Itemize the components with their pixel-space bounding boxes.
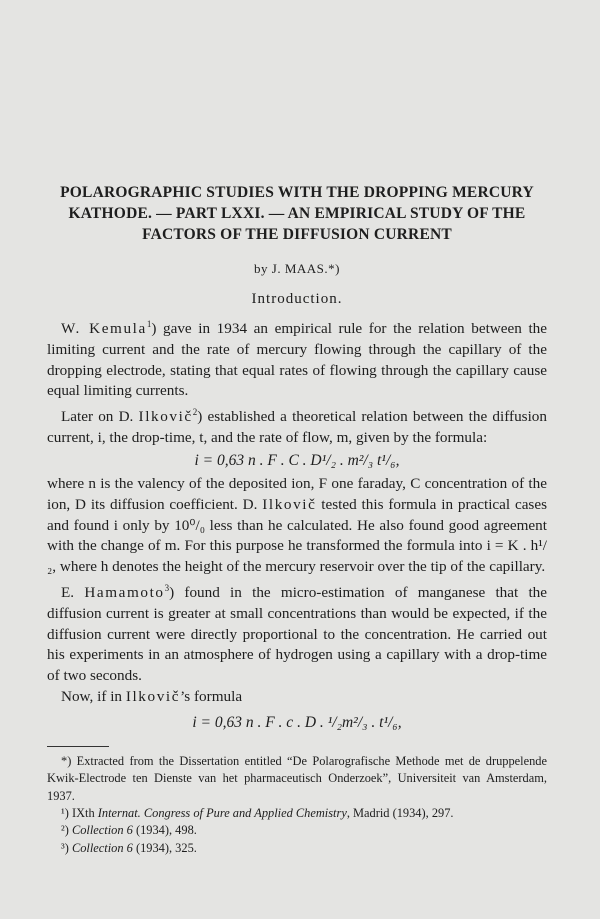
footnote-mark: ³) bbox=[61, 840, 69, 855]
reference-mark: 1 bbox=[146, 319, 152, 329]
footnote-mark: ²) bbox=[61, 823, 69, 838]
footnote-star: *) Extracted from the Dissertation entitled “De Polarografische Methode met de druppelende Kwik-Electrode ten Dienste van het pharmaceutisch Onderzoek”, Universiteit van Amsterdam, 1937. bbox=[47, 753, 547, 803]
footnote-text: (1934), 325. bbox=[132, 840, 197, 855]
footnote-source: Collection 6 bbox=[68, 840, 133, 855]
footnote-text: IXth bbox=[68, 805, 98, 820]
title-line: POLAROGRAPHIC STUDIES WITH THE DROPPING MERCURY bbox=[60, 184, 534, 201]
reference-mark: 2 bbox=[192, 407, 198, 418]
author-line: by J. MAAS.*) bbox=[254, 261, 340, 276]
paragraph-lead: where n is the valency of the deposited ion, F one faraday, C concentration of the ion, D its diffusion coefficient. D. bbox=[47, 474, 547, 513]
paragraph-lead: Later on D. bbox=[61, 408, 139, 426]
footnote-text: , Madrid (1934), 297. bbox=[346, 805, 454, 820]
paragraph-2 bbox=[47, 402, 547, 449]
paragraph-lead: Now, if in bbox=[61, 687, 126, 705]
paragraph-1 bbox=[47, 314, 547, 402]
paragraph-text: ) found in the micro-estimation of manganese that the diffusion current is greater at small concentrations than would be expected, if the diffusion current were directly proportional to the concentration. He carried out his experiments in an atmosphere of hydrogen using a capillary with a drop-time of two seconds. bbox=[47, 583, 548, 685]
footnote-mark: ¹) bbox=[61, 805, 69, 820]
footnote-2 bbox=[47, 822, 547, 839]
formula-ilkovic-restated: i = 0,63 n . F . c . D . ¹/₂m²/₃ . t¹/₆, bbox=[192, 713, 402, 731]
author-name: W. Kemula bbox=[61, 320, 147, 338]
paragraph-4 bbox=[47, 578, 547, 687]
footnote-3 bbox=[47, 840, 547, 857]
title-line: FACTORS OF THE DIFFUSION CURRENT bbox=[142, 226, 452, 243]
paragraph-5 bbox=[47, 687, 547, 708]
section-heading: Introduction. bbox=[251, 291, 343, 307]
article bbox=[47, 182, 547, 857]
footnote-text: (1934), 498. bbox=[132, 823, 197, 838]
reference-mark: 3 bbox=[164, 582, 170, 593]
title-line: KATHODE. — PART LXXI. — AN EMPIRICAL STUDY OF THE bbox=[68, 205, 526, 222]
formula-ilkovic: i = 0,63 n . F . C . D¹/₂ . m²/₃ t¹/₆, bbox=[194, 451, 400, 469]
paragraph-3 bbox=[47, 474, 547, 578]
footnote-source: Internat. Congress of Pure and Applied Chemistry bbox=[97, 805, 347, 820]
paragraph-text: tested this formula in practical cases and found i only by 10⁰/₀ less than he calculated. He also found good agreement with the change of m. For this purpose he transformed the formula into i = K . h¹/₂, where h denotes the height of the mercury reservoir over the tip of the capillary. bbox=[47, 495, 547, 576]
footnote-divider bbox=[47, 746, 109, 747]
author-name: Hamamoto bbox=[84, 583, 165, 601]
footnote-source: Collection 6 bbox=[68, 823, 133, 838]
paragraph-lead: E. bbox=[61, 583, 85, 601]
author-name: Ilkovič bbox=[262, 495, 317, 513]
footnote-1 bbox=[47, 805, 547, 822]
article-title bbox=[47, 182, 547, 245]
paragraph-text: ) established a theoretical relation between the diffusion current, i, the drop-time, t, and the rate of flow, m, given by the formula: bbox=[47, 408, 547, 447]
author-name: Ilkovič bbox=[125, 687, 181, 705]
paragraph-text: ) gave in 1934 an empirical rule for the relation between the limiting current and the rate of mercury flowing through the capillary of the dropping electrode, stating that equal rates of flowing through the capillary cause equal limiting currents. bbox=[47, 320, 547, 400]
author-name: Ilkovič bbox=[138, 408, 193, 426]
paragraph-text: ’s formula bbox=[180, 687, 243, 705]
